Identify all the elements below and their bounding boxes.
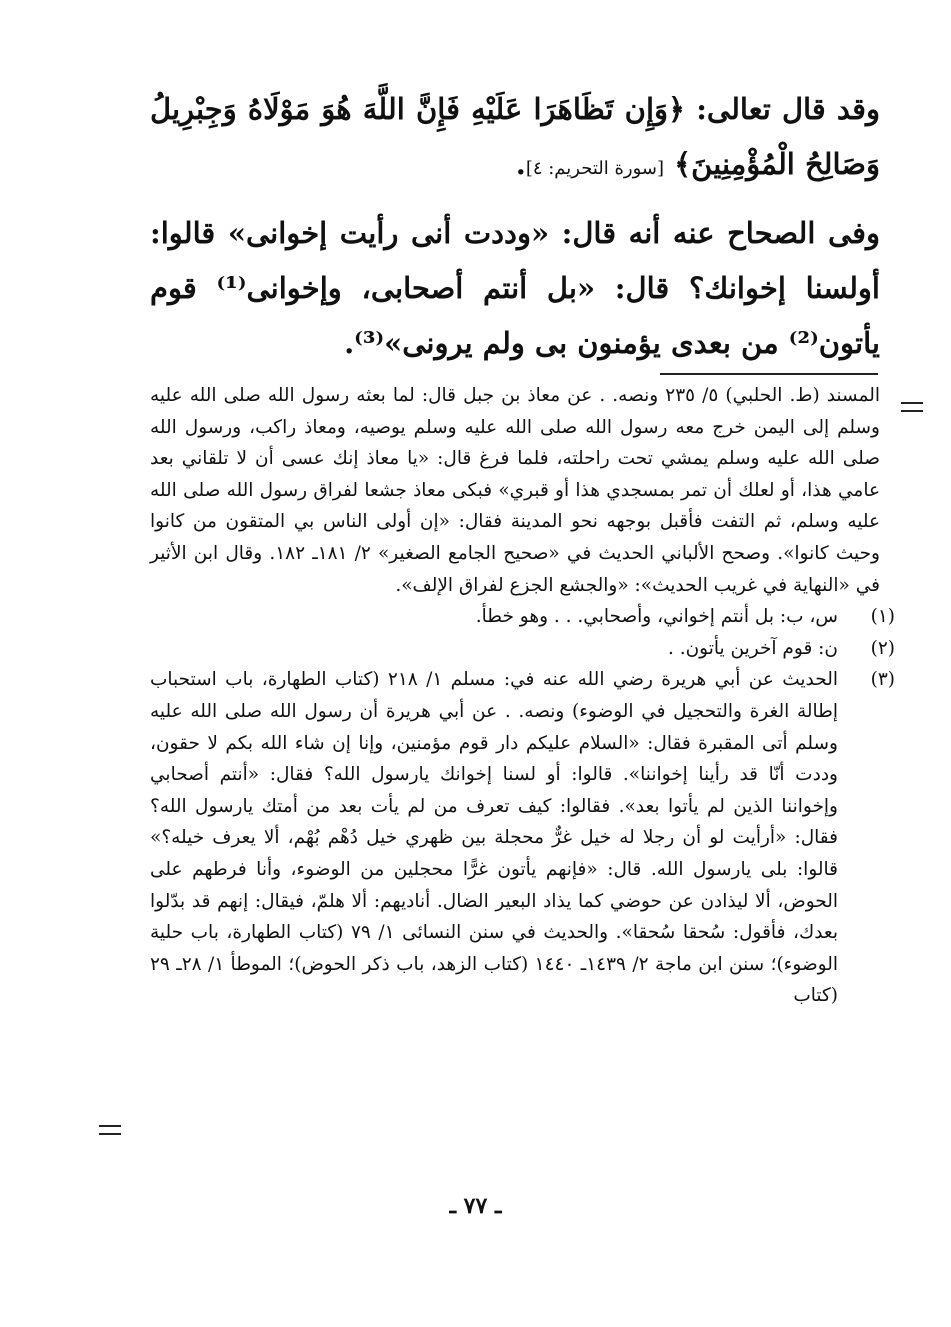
footnote-item (150, 601, 895, 633)
main-text (150, 82, 880, 371)
quran-verse-text: وقد قال تعالى: ﴿وَإِن تَظَاهَرَا عَلَيْهِ فَإِنَّ اللَّهَ هُوَ مَوْلَاهُ وَجِبْرِيلُ وَصَالِحُ الْمُؤْمِنِينَ﴾ (150, 92, 880, 181)
footnote-text: س، ب: بل أنتم إخواني، وأصحابي. . . وهو خطأ. (475, 606, 838, 628)
footnote-item (150, 664, 895, 1012)
margin-mark (901, 402, 923, 412)
footnote-number: (٢) (870, 637, 895, 659)
footnote-separator (660, 373, 878, 375)
margin-mark (99, 1125, 121, 1135)
footnotes (150, 380, 895, 1012)
main-paragraph-1 (150, 82, 880, 196)
footnote-text: ن: قوم آخرين يأتون. . (667, 637, 838, 659)
footnote-item (150, 633, 895, 665)
footnote-text: الحديث عن أبي هريرة رضي الله عنه في: مسلم ١/ ٢١٨ (كتاب الطهارة، باب استحباب إطالة الغرة والتحجيل في الوضوء) ونصه. . عن أبي هريرة أن رسول الله صلى الله عليه وسلم أتى المقبرة فقال: «السلام عليكم دار قوم مؤمنين، وإنا إن شاء الله بكم لا حقون، وددت أنّا قد رأينا إخواننا». قالوا: أو لسنا إخوانك يارسول الله؟ فقال: «أنتم أصحابي وإخواننا الذين لم يأتوا بعد». فقالوا: كيف تعرف من لم يأت بعد من أمتك يارسول الله؟ فقال: «أرأيت لو أن رجلا له خيل غرٌّ محجلة بين ظهري خيل دُهْم بُهْم، ألا يعرف خيله؟» قالوا: بلى يارسول الله. قال: «فإنهم يأتون غرًّا محجلين من الوضوء، وأنا فرطهم على الحوض، ألا ليذادن عن حوضي كما يذاد البعير الضال. أناديهم: ألا هلمّ، فيقال: إنهم قد بدّلوا بعدك، فأقول: سُحقا سُحقا». والحديث في سنن النسائى ١/ ٧٩ (كتاب الطهارة، باب حلية الوضوء)؛ سنن ابن ماجة ٢/ ١٤٣٩ـ ١٤٤٠ (كتاب الزهد، باب ذكر الحوض)؛ الموطأ ١/ ٢٨ـ ٢٩ (كتاب (150, 669, 838, 1007)
page-number: ـ ٧٧ ـ (449, 1193, 502, 1219)
main-paragraph-2: وفى الصحاح عنه أنه قال: «وددت أنى رأيت إخوانى» قالوا: أولسنا إخوانك؟ قال: «بل أنتم أصحابى، وإخوانى⁽¹⁾ قوم يأتون⁽²⁾ من بعدى يؤمنون بى ولم يرونى»⁽³⁾. (150, 216, 880, 360)
footnote-number: (١) (870, 606, 895, 628)
paragraph-end: . (515, 147, 526, 181)
surah-reference: [سورة التحريم: ٤] (525, 158, 665, 179)
footnote-number: (٣) (870, 669, 895, 691)
footnote-continuation: المسند (ط. الحلبي) ٥/ ٢٣٥ ونصه. . عن معاذ بن جبل قال: لما بعثه رسول الله صلى الله عليه وسلم إلى اليمن خرج معه رسول الله صلى الله عليه وسلم يوصيه، ومعاذ راكب، ورسول الله صلى الله عليه وسلم يمشي تحت راحلته، فلما فرغ قال: «يا معاذ إنك عسى أن لا تلقاني بعد عامي هذا، أو لعلك أن تمر بمسجدي هذا أو قبري» فبكى معاذ جشعا لفراق رسول الله صلى الله عليه وسلم، ثم التفت فأقبل بوجهه نحو المدينة فقال: «إن أولى الناس بي المتقون من كانوا وحيث كانوا». وصحح الألباني الحديث في «صحيح الجامع الصغير» ٢/ ١٨١ـ ١٨٢. وقال ابن الأثير في «النهاية في غريب الحديث»: «والجشع الجزع لفراق الإلف». (150, 385, 880, 596)
